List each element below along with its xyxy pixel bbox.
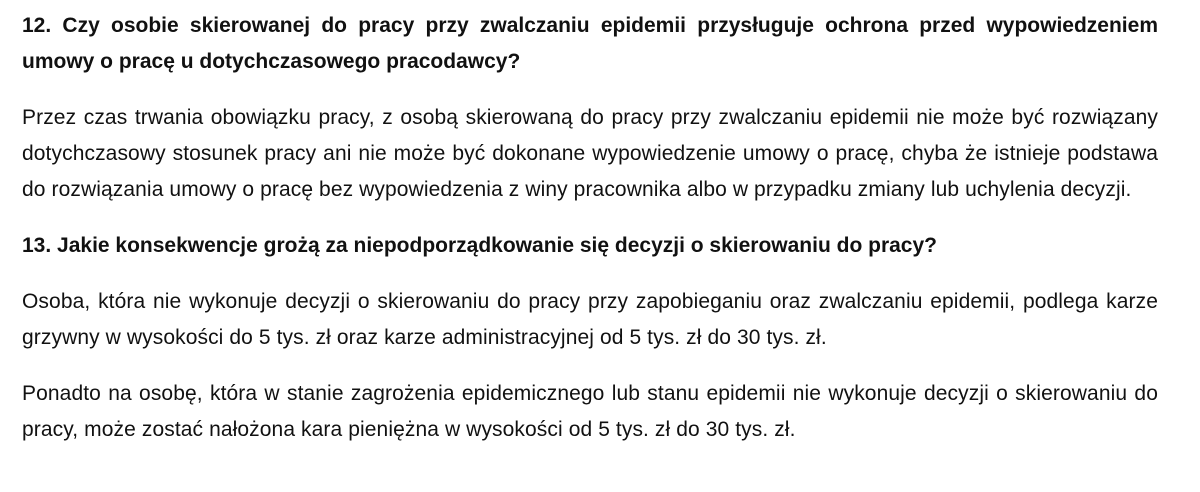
question-13-answer-paragraph-2: Ponadto na osobę, która w stanie zagrożenia epidemicznego lub stanu epidemii nie wykonuje decyzji o skierowaniu do pracy, może zostać nałożona kara pieniężna w wysokości od 5 tys. zł do 30 tys. zł. — [22, 382, 1158, 441]
question-12-heading: 12. Czy osobie skierowanej do pracy przy zwalczaniu epidemii przysługuje ochrona przed wypowiedzeniem umowy o pracę u dotychczasowego pracodawcy? — [22, 14, 1158, 73]
question-13-answer-paragraph-1: Osoba, która nie wykonuje decyzji o skierowaniu do pracy przy zapobieganiu oraz zwalczaniu epidemii, podlega karze grzywny w wysokości do 5 tys. zł oraz karze administracyjnej od 5 tys. zł do 30 tys. zł. — [22, 290, 1158, 349]
question-12-answer: Przez czas trwania obowiązku pracy, z osobą skierowaną do pracy przy zwalczaniu epidemii nie może być rozwiązany dotychczasowy stosunek pracy ani nie może być dokonane wypowiedzenie umowy o pracę, chyba że istnieje podstawa do rozwiązania umowy o pracę bez wypowiedzenia z winy pracownika albo w przypadku zmiany lub uchylenia decyzji. — [22, 106, 1158, 201]
document-body — [22, 8, 1158, 448]
question-13-heading: 13. Jakie konsekwencje grożą za niepodporządkowanie się decyzji o skierowaniu do pracy? — [22, 234, 937, 257]
